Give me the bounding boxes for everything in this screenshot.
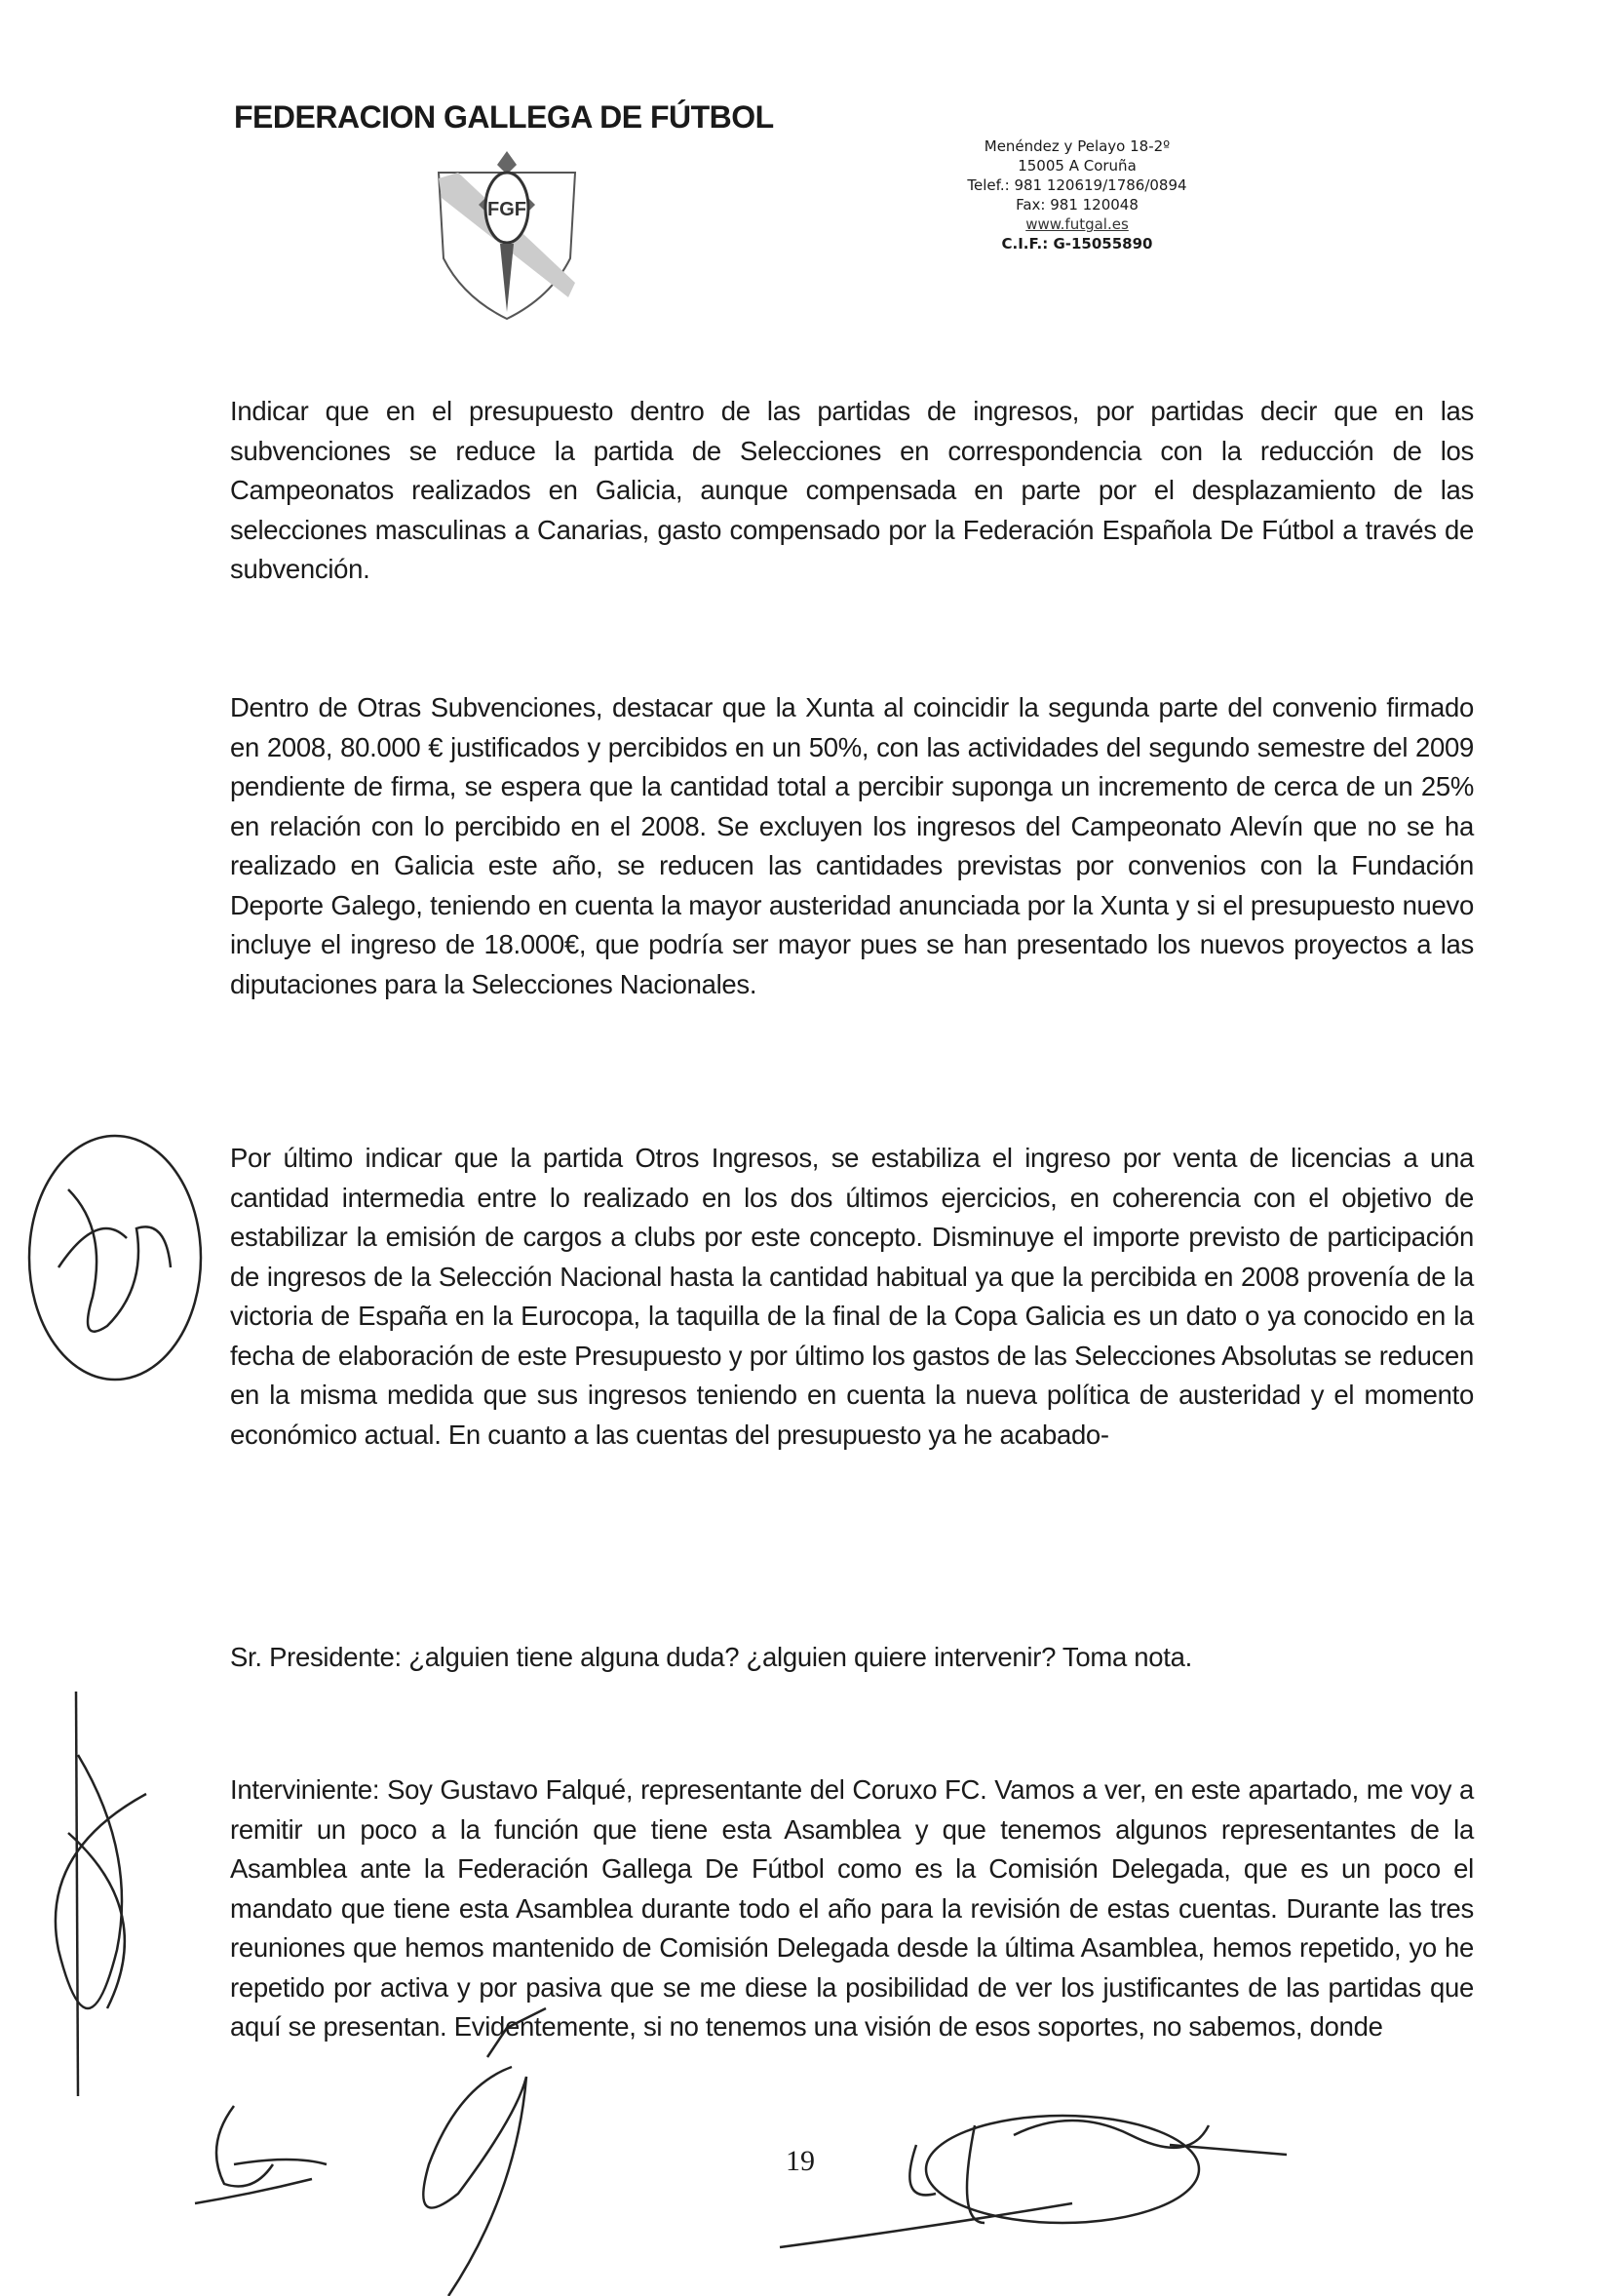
paragraph-otras-subvenciones: Dentro de Otras Subvenciones, destacar que la Xunta al coincidir la segunda parte del convenio firmado en 2008, 80.000 € justificados y percibidos en un 50%, con las actividades del segundo semestre del 2009 pendiente de firma, se espera que la cantidad total a percibir suponga un incremento de cerca de un 25% en relación con lo percibido en el 2008. Se excluyen los ingresos del Campeonato Alevín que no se ha realizado en Galicia este año, se reducen las cantidades previstas por convenios con la Fundación Deporte Galego, teniendo en cuenta la mayor austeridad anunciada por la Xunta y si el presupuesto nuevo incluye el ingreso de 18.000€, que podría ser mayor pues se han presentado los nuevos proyectos a las diputaciones para la Selecciones Nacionales. bbox=[230, 692, 1474, 999]
paragraph-interviniente: Interviniente: Soy Gustavo Falqué, representante del Coruxo FC. Vamos a ver, en este apartado, me voy a remitir un poco a la función que tiene esta Asamblea y que tenemos algunos representantes de la Asamblea ante la Federación Gallega De Fútbol como es la Comisión Delegada, que es un poco el mandato que tiene esta Asamblea durante todo el año para la revisión de estas cuentas. Durante las tres reuniones que hemos mantenido de Comisión Delegada desde la última Asamblea, hemos repetido, yo he repetido por activa y por pasiva que se me diese la posibilidad de ver los justificantes de las partidas que aquí se presentan. Evidentemente, si no tenemos una visión de esos soportes, no sabemos, donde bbox=[230, 1774, 1474, 2042]
address-line: 15005 A Coruña bbox=[1018, 157, 1137, 175]
cif-number: C.I.F.: G-15055890 bbox=[1001, 235, 1153, 253]
footer-signature-right bbox=[780, 2116, 1287, 2247]
footer-signature-left bbox=[195, 2106, 327, 2203]
address-line: Menéndez y Pelayo 18-2º bbox=[984, 137, 1171, 155]
organization-title: FEDERACION GALLEGA DE FÚTBOL bbox=[234, 99, 774, 135]
paragraph-otros-ingresos: Por último indicar que la partida Otros Ingresos, se estabiliza el ingreso por venta de licencias a una cantidad intermedia entre lo realizado en los dos últimos ejercicios, en coherencia con el objetivo de estabilizar la emisión de cargos a clubs por este concepto. Disminuye el importe previsto de participación de ingresos de la Selección Nacional hasta la cantidad habitual ya que la percibida en 2008 provenía de la victoria de España en la Eurocopa, la taquilla de la final de la Copa Galicia es un dato o ya conocido en la fecha de elaboración de este Presupuesto y por último los gastos de las Selecciones Absolutas se reducen en la misma medida que sus ingresos teniendo en cuenta la nueva política de austeridad y el momento económico actual. En cuanto a las cuentas del presupuesto ya he acabado- bbox=[230, 1143, 1474, 1450]
margin-signature bbox=[56, 1692, 146, 2096]
fgf-logo bbox=[434, 151, 580, 322]
margin-stamp-signature bbox=[29, 1136, 201, 1380]
footer-signature-middle bbox=[423, 2008, 546, 2296]
paragraph-subvenciones: Indicar que en el presupuesto dentro de las partidas de ingresos, por partidas decir que en las subvenciones se reduce la partida de Selecciones en correspondencia con la reducción de los Campeonatos realizados en Galicia, aunque compensada en parte por el desplazamiento de las selecciones masculinas a Canarias, gasto compensado por la Federación Española De Fútbol a través de subvención. bbox=[230, 396, 1474, 584]
address-block bbox=[936, 136, 1218, 253]
address-line: Fax: 981 120048 bbox=[1016, 196, 1139, 214]
website-link[interactable]: www.futgal.es bbox=[1025, 215, 1129, 233]
paragraph-presidente: Sr. Presidente: ¿alguien tiene alguna duda? ¿alguien quiere intervenir? Toma nota. bbox=[230, 1642, 1192, 1672]
logo-text: FGF bbox=[487, 199, 526, 220]
page-number: 19 bbox=[786, 2145, 815, 2177]
address-line: Telef.: 981 120619/1786/0894 bbox=[967, 176, 1187, 194]
